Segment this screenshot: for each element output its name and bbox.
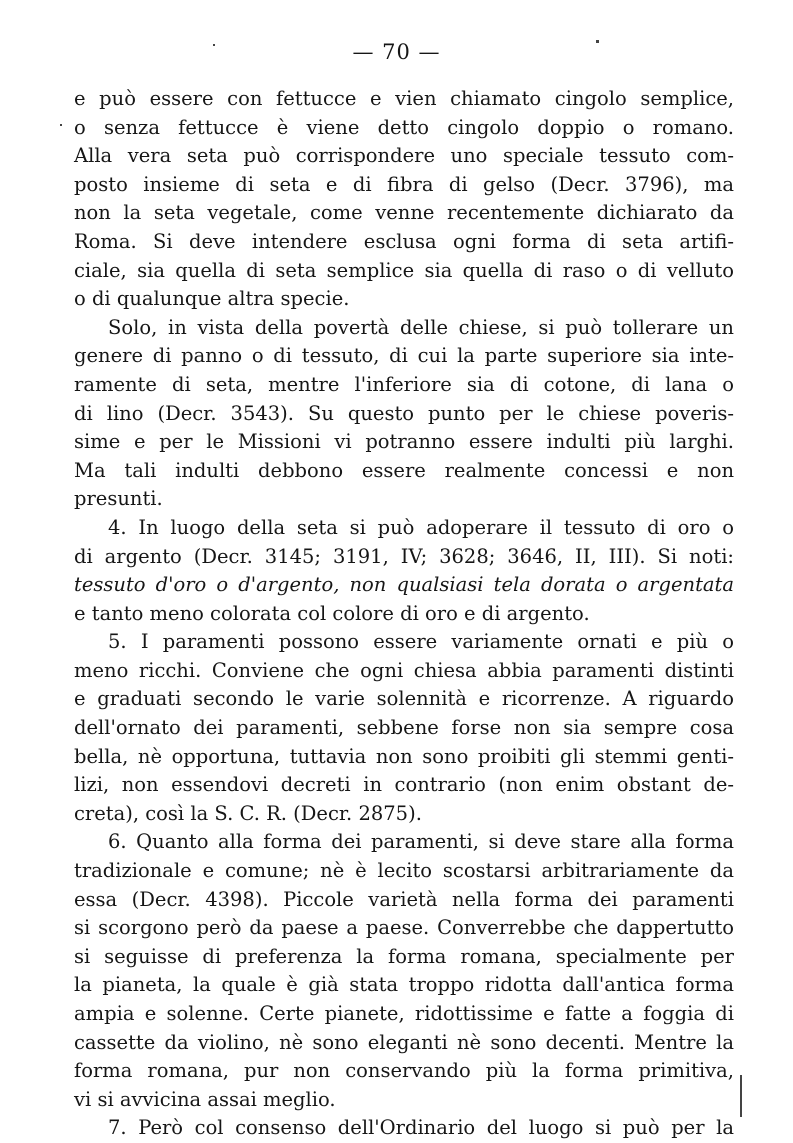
text-line: o di qualunque altra specie.	[74, 287, 350, 311]
text-line: ciale, sia quella di seta semplice sia quella di raso o di velluto	[74, 258, 734, 282]
text-line: la pianeta, la quale è già stata troppo ridotta dall'antica forma	[74, 973, 734, 997]
text-line: Roma. Si deve intendere esclusa ogni forma di seta artifi-	[74, 229, 734, 253]
text-line: essa (Decr. 4398). Piccole varietà nella forma dei paramenti	[74, 887, 734, 911]
text-line: di lino (Decr. 3543). Su questo punto per le chiese poveris-	[74, 401, 734, 425]
paragraph-first-line: 7. Però col consenso dell'Ordinario del luogo si può per la	[108, 1116, 734, 1140]
text-line: non la seta vegetale, come venne recentemente dichiarato da	[74, 201, 734, 225]
text-line: genere di panno o di tessuto, di cui la parte superiore sia inte-	[74, 344, 734, 368]
text-line: meno ricchi. Conviene che ogni chiesa abbia paramenti distinti	[74, 658, 734, 682]
scan-speck	[60, 124, 62, 126]
text-line: e tanto meno colorata col colore di oro e di argento.	[74, 601, 590, 625]
text-line: ampia e solenne. Certe pianete, ridottissime e fatte a foggia di	[74, 1002, 734, 1025]
text-line: Alla vera seta può corrispondere uno speciale tessuto com-	[74, 144, 734, 168]
text-line: di argento (Decr. 3145; 3191, IV; 3628; 3646, II, III). Si noti:	[74, 544, 734, 568]
text-line: cassette da violino, nè sono eleganti nè sono decenti. Mentre la	[74, 1030, 734, 1054]
text-line: forma romana, pur non conservando più la forma primitiva,	[74, 1059, 734, 1083]
text-line: tessuto d'oro o d'argento, non qualsiasi tela dorata o argentata	[74, 573, 734, 597]
text-line: presunti.	[74, 487, 163, 511]
paragraph-first-line: Solo, in vista della povertà delle chiese, si può tollerare un	[108, 315, 734, 339]
text-line: creta), così la S. C. R. (Decr. 2875).	[74, 801, 422, 825]
text-line: dell'ornato dei paramenti, sebbene forse non sia sempre cosa	[74, 716, 734, 740]
paragraph-first-line: 5. I paramenti possono essere variamente ornati e più o	[108, 630, 734, 654]
text-line: si scorgono però da paese a paese. Converrebbe che dappertutto	[74, 916, 734, 940]
text-line: e può essere con fettucce e vien chiamato cingolo semplice,	[74, 87, 734, 110]
text-line: si seguisse di preferenza la forma romana, specialmente per	[74, 944, 734, 968]
margin-line	[740, 1075, 742, 1117]
paragraph-first-line: 4. In luogo della seta si può adoperare il tessuto di oro o	[108, 515, 734, 539]
scan-speck	[596, 40, 599, 43]
paragraph-first-line: 6. Quanto alla forma dei paramenti, si deve stare alla forma	[108, 830, 734, 854]
scan-speck	[213, 44, 215, 46]
page-number: — 70 —	[352, 40, 441, 64]
page-body-text	[74, 85, 734, 1143]
text-line: e graduati secondo le varie solennità e ricorrenze. A riguardo	[74, 687, 734, 711]
text-line: vi si avvicina assai meglio.	[74, 1087, 336, 1111]
text-line: o senza fettucce è viene detto cingolo doppio o romano.	[74, 115, 734, 139]
text-line: tradizionale e comune; nè è lecito scostarsi arbitrariamente da	[74, 859, 734, 883]
text-line: ramente di seta, mentre l'inferiore sia di cotone, di lana o	[74, 372, 734, 396]
text-line: lizi, non essendovi decreti in contrario (non enim obstant de-	[74, 773, 734, 797]
text-line: bella, nè opportuna, tuttavia non sono proibiti gli stemmi genti-	[74, 744, 734, 768]
text-line: posto insieme di seta e di fibra di gelso (Decr. 3796), ma	[74, 172, 734, 196]
text-line: Ma tali indulti debbono essere realmente concessi e non	[74, 458, 734, 482]
text-line: sime e per le Missioni vi potranno essere indulti più larghi.	[74, 430, 734, 454]
